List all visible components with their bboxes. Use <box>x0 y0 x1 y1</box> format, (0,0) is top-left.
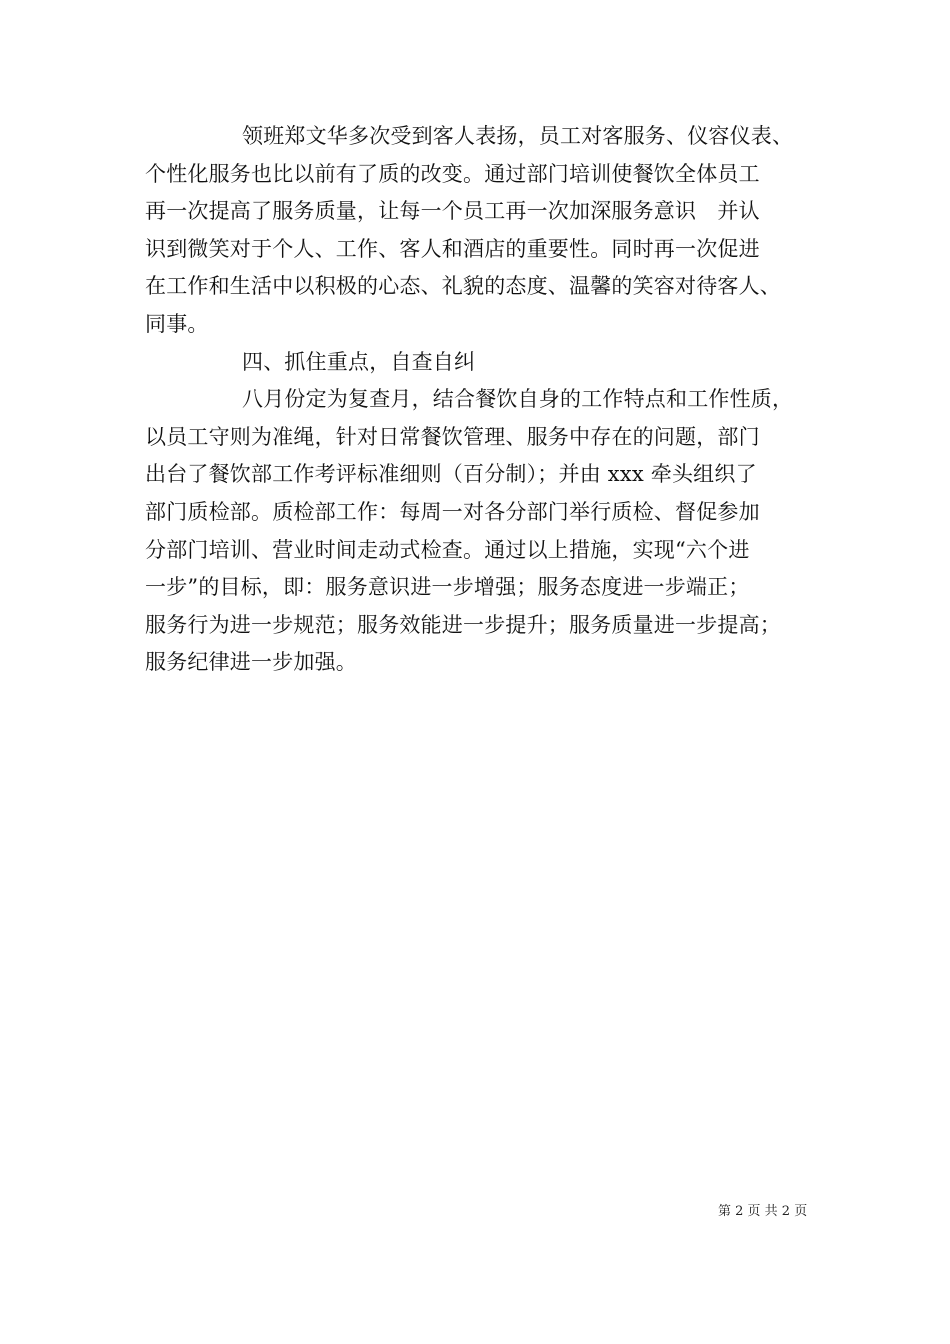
paragraph-line: 分部门培训、营业时间走动式检查。通过以上措施，实现“六个进 <box>145 537 750 562</box>
paragraph-line: 一步”的目标，即：服务意识进一步增强；服务态度进一步端正； <box>145 575 750 600</box>
paragraph-line: 以员工守则为准绳，针对日常餐饮管理、服务中存在的问题，部门 <box>145 424 760 449</box>
paragraph-line: 出台了餐饮部工作考评标准细则（百分制）；并由 xxx 牵头组织了 <box>145 462 757 487</box>
section-heading: 四、抓住重点，自查自纠 <box>242 349 476 374</box>
paragraph-line: 个性化服务也比以前有了质的改变。通过部门培训使餐饮全体员工 <box>145 161 760 186</box>
paragraph-line: 部门质检部。质检部工作：每周一对各分部门举行质检、督促参加 <box>145 499 760 524</box>
paragraph-line: 识到微笑对于个人、工作、客人和酒店的重要性。同时再一次促进 <box>145 236 760 261</box>
paragraph-line: 在工作和生活中以积极的心态、礼貌的态度、温馨的笑容对待客人、 <box>145 274 781 299</box>
paragraph-1 <box>145 118 810 344</box>
document-body <box>145 118 810 682</box>
paragraph-line: 同事。 <box>145 311 209 336</box>
paragraph-line: 服务纪律进一步加强。 <box>145 650 357 675</box>
page-number-footer: 第 2 页 共 2 页 <box>718 1204 808 1219</box>
paragraph-line: 领班郑文华多次受到客人表扬，员工对客服务、仪容仪表、 <box>242 124 794 148</box>
paragraph-line: 再一次提高了服务质量，让每一个员工再一次加深服务意识 并认 <box>145 199 760 224</box>
paragraph-line: 八月份定为复查月，结合餐饮自身的工作特点和工作性质， <box>242 387 794 412</box>
paragraph-line: 服务行为进一步规范；服务效能进一步提升；服务质量进一步提高； <box>145 612 781 637</box>
paragraph-2 <box>145 381 810 682</box>
